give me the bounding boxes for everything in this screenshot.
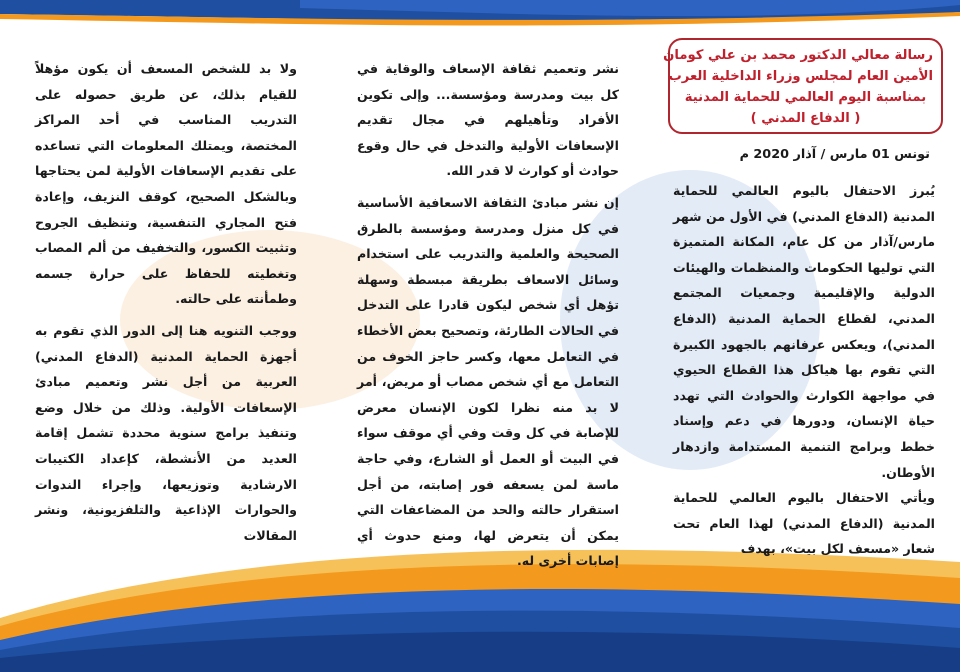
column-left (35, 56, 297, 548)
title-line-4: ( الدفاع المدني ) (750, 111, 861, 126)
date-line: تونس 01 مارس / آذار 2020 م (739, 147, 930, 162)
title-line-1: رسالة معالي الدكتور محمد بن علي كومان (663, 48, 933, 63)
column-middle (357, 56, 619, 574)
top-wave-graphic (0, 0, 960, 34)
column-right (673, 178, 935, 562)
paragraph: يُبرز الاحتفال باليوم العالمي للحماية المدنية (الدفاع المدني) في الأول من شهر مارس/آذار من كل عام، المكانة المتميزة التي توليها الحكومات والمنظمات والهيئات الدولية والإقليمية وجمعيات المجتمع المدني، لقطاع الحماية المدنية (الدفاع المدني)، ويعكس عرفانهم بالجهود الكبيرة التي تقوم بها هياكل هذا القطاع الحيوي في مواجهة الكوارث والحوادث التي تهدد حياة الإنسان، ودورها في دعم وإسناد خطط وبرامج التنمية المستدامة وازدهار الأوطان. (673, 183, 935, 480)
paragraph: ويأتي الاحتفال باليوم العالمي للحماية المدنية (الدفاع المدني) لهذا العام تحت شعار «مسعف لكل بيت»، بهدف (673, 490, 935, 557)
top-decorative-band (0, 0, 960, 34)
title-line-2: الأمين العام لمجلس وزراء الداخلية العرب (668, 69, 933, 84)
paragraph: ولا بد للشخص المسعف أن يكون مؤهلاً للقيام بذلك، عن طريق حصوله على التدريب المناسب في أحد المراكز المختصة، ويمتلك المعلومات التي تساعده على تقديم الإسعافات الأولية لمن يحتاجها وبالشكل الصحيح، كوقف النزيف، وإعادة فتح المجاري التنفسية، وتنظيف الجروح وتثبيت الكسور، والتخفيف من ألم المصاب وتغطيته للحفاظ على حرارة جسمه وطمأنته على حالته. (35, 61, 297, 307)
message-title-box (663, 38, 943, 134)
paragraph: نشر وتعميم ثقافة الإسعاف والوقاية في كل بيت ومدرسة ومؤسسة... وإلى تكوين الأفراد وتأهيلهم في مجال تقديم الإسعافات الأولية والتدخل في حال وقوع حوادث أو كوارث لا قدر الله. (357, 61, 619, 179)
title-line-3: بمناسبة اليوم العالمي للحماية المدنية (684, 90, 927, 105)
paragraph: ووجب التنويه هنا إلى الدور الذي تقوم به أجهزة الحماية المدنية (الدفاع المدني) العربية من أجل نشر وتعميم مبادئ الإسعافات الأولية. وذلك من خلال وضع وتنفيذ برامج سنوية محددة تشمل إقامة العديد من الأنشطة، كإعداد الكتيبات الارشادية وتوزيعها، وإجراء الندوات والحوارات الإذاعية والتلفزيونية، ونشر المقالات (35, 322, 297, 543)
paragraph: إن نشر مبادئ الثقافة الاسعافية الأساسية في كل منزل ومدرسة ومؤسسة بالطرق الصحيحة والعلمية والتدريب على استخدام وسائل الاسعاف بطريقة مبسطة وسهلة تؤهل أي شخص ليكون قادرا على التدخل في الحالات الطارئة، وتصحيح بعض الأخطاء في التعامل معها، وكسر حاجز الخوف من التعامل مع أي شخص مصاب أو مريض، أمر لا بد منه نظرا لكون الإنسان معرض للإصابة في كل وقت وفي أي موقف سواء في البيت أو العمل أو الشارع، وفي حاجة ماسة لمن يسعفه فور إصابته، من أجل استقرار حالته والحد من المضاعفات التي يمكن أن يتعرض لها، ومنع حدوث أي إصابات أخرى له. (357, 194, 619, 569)
